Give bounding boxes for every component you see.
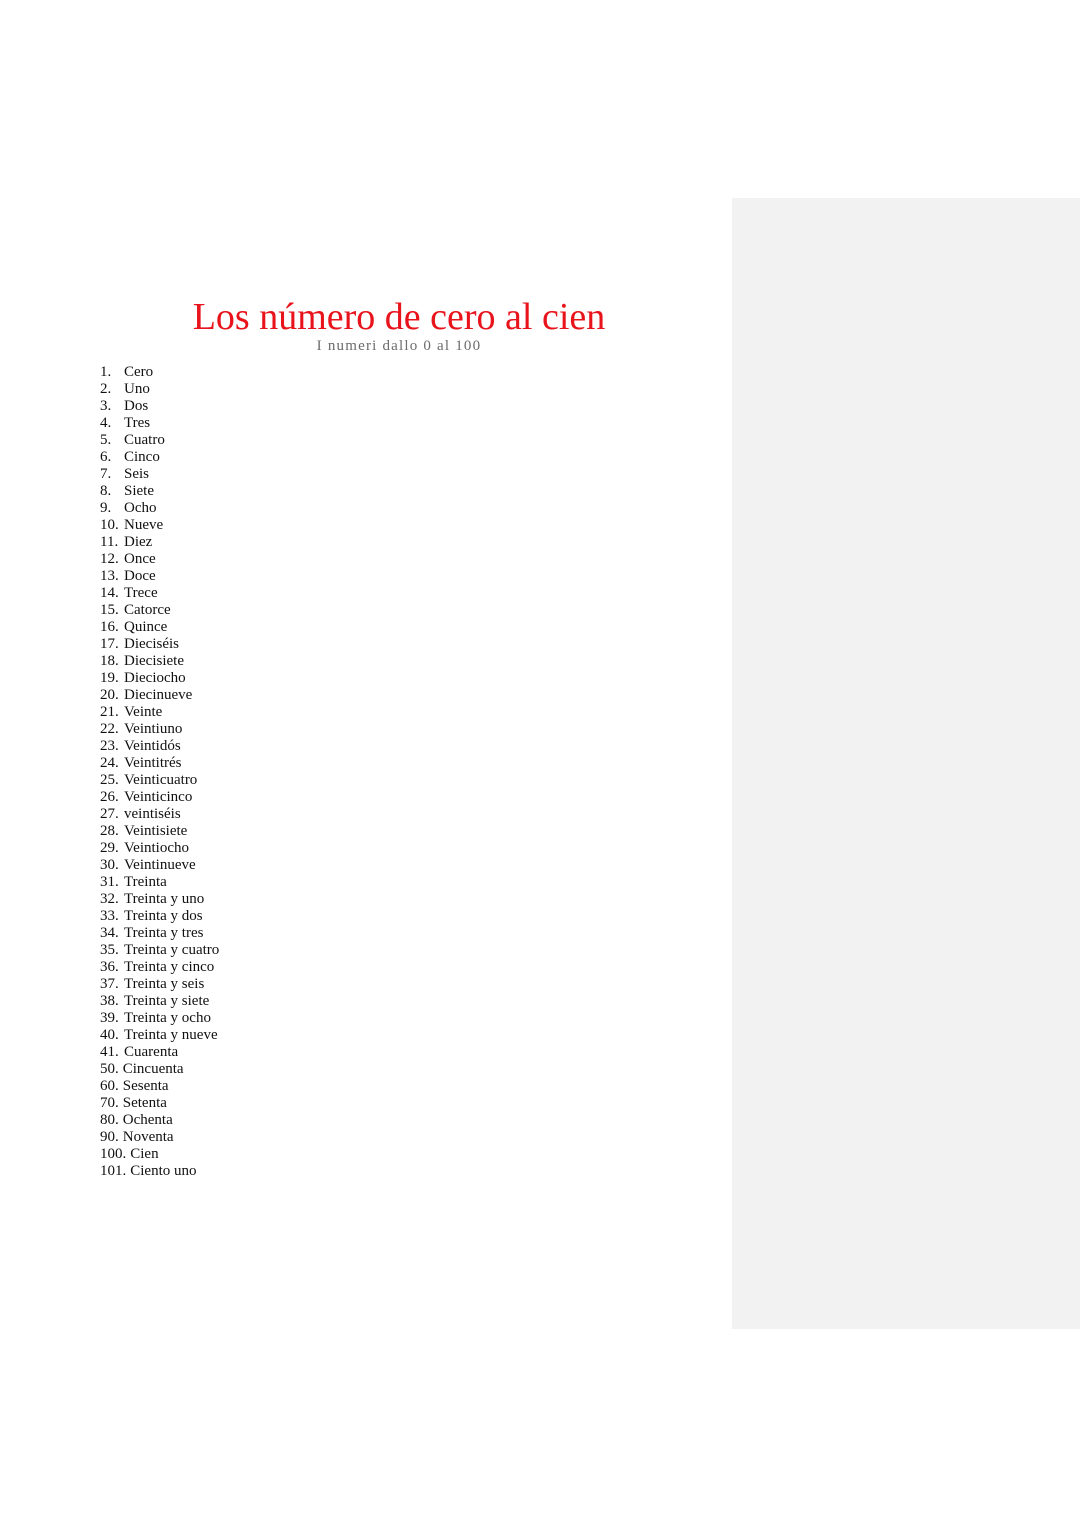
list-item (100, 840, 219, 857)
list-item (100, 1027, 219, 1044)
list-item-number: 21. (100, 704, 119, 720)
list-item (100, 568, 219, 585)
list-item-text: Nueve (124, 517, 164, 533)
list-item-number: 20. (100, 687, 119, 703)
list-item-number: 12. (100, 551, 119, 567)
list-item (100, 908, 219, 925)
list-item (100, 449, 219, 466)
list-item-text: Treinta y seis (124, 976, 205, 992)
page-title: Los número de cero al cien (192, 296, 606, 338)
list-item (100, 1163, 219, 1180)
list-item (100, 687, 219, 704)
list-item-number: 14. (100, 585, 119, 601)
list-item-number: 26. (100, 789, 119, 805)
list-item (100, 704, 219, 721)
list-item-text: Dos (124, 398, 149, 414)
list-item (100, 1010, 219, 1027)
list-item (100, 976, 219, 993)
list-item-number: 25. (100, 772, 119, 788)
list-item (100, 721, 219, 738)
list-item (100, 755, 219, 772)
list-item-number: 17. (100, 636, 119, 652)
list-item (100, 670, 219, 687)
list-item-number: 38. (100, 993, 119, 1009)
list-item-text: Cuatro (124, 432, 165, 448)
list-item-text: Treinta y uno (124, 891, 205, 907)
list-item-number: 4. (100, 415, 112, 431)
list-item (100, 806, 219, 823)
list-item-text: Setenta (122, 1095, 167, 1111)
list-item-number: 23. (100, 738, 119, 754)
list-item-text: Quince (124, 619, 168, 635)
list-item (100, 551, 219, 568)
list-item-number: 9. (100, 500, 112, 516)
list-item-number: 5. (100, 432, 112, 448)
list-item-number: 24. (100, 755, 119, 771)
list-item-text: Ciento uno (130, 1163, 197, 1179)
list-item (100, 364, 219, 381)
list-item-number: 31. (100, 874, 119, 890)
list-item (100, 874, 219, 891)
list-item-number: 37. (100, 976, 119, 992)
list-item-number: 8. (100, 483, 112, 499)
page-subtitle: I numeri dallo 0 al 100 (316, 338, 482, 354)
list-item-number: 6. (100, 449, 112, 465)
list-item (100, 653, 219, 670)
list-item-text: Cien (130, 1146, 159, 1162)
list-item (100, 619, 219, 636)
list-item (100, 942, 219, 959)
list-item-number: 7. (100, 466, 112, 482)
list-item-text: Veintiocho (124, 840, 189, 856)
list-item-text: Cinco (124, 449, 160, 465)
list-item (100, 500, 219, 517)
list-item-number: 50. (100, 1061, 119, 1077)
list-item-text: Diecinueve (124, 687, 193, 703)
list-item-text: Ochenta (122, 1112, 173, 1128)
list-item-number: 16. (100, 619, 119, 635)
list-item-number: 2. (100, 381, 112, 397)
list-item (100, 738, 219, 755)
number-list (100, 364, 219, 1180)
list-item-number: 18. (100, 653, 119, 669)
list-item-number: 30. (100, 857, 119, 873)
list-item-text: Treinta y cuatro (124, 942, 220, 958)
list-item-text: Veinte (124, 704, 163, 720)
list-item-number: 35. (100, 942, 119, 958)
list-item-number: 80. (100, 1112, 119, 1128)
list-item-number: 27. (100, 806, 119, 822)
list-item-text: Treinta y siete (124, 993, 210, 1009)
list-item (100, 857, 219, 874)
list-item-text: veintiséis (124, 806, 181, 822)
list-item-text: Uno (124, 381, 150, 397)
list-item (100, 585, 219, 602)
list-item-text: Treinta y dos (124, 908, 203, 924)
list-item-number: 101. (100, 1163, 127, 1179)
list-item-number: 29. (100, 840, 119, 856)
list-item-text: Diecisiete (124, 653, 184, 669)
list-item-number: 36. (100, 959, 119, 975)
list-item-text: Treinta y tres (124, 925, 204, 941)
list-item-text: Treinta (124, 874, 167, 890)
list-item (100, 993, 219, 1010)
list-item-number: 41. (100, 1044, 119, 1060)
list-item (100, 602, 219, 619)
list-item (100, 483, 219, 500)
list-item-number: 100. (100, 1146, 127, 1162)
list-item-text: Sesenta (122, 1078, 169, 1094)
list-item (100, 415, 219, 432)
list-item (100, 1078, 219, 1095)
list-item-text: Treinta y ocho (124, 1010, 211, 1026)
list-item-number: 40. (100, 1027, 119, 1043)
list-item (100, 1044, 219, 1061)
list-item-text: Dieciséis (124, 636, 179, 652)
list-item-text: Veinticinco (124, 789, 193, 805)
list-item-text: Once (124, 551, 156, 567)
list-item-text: Ocho (124, 500, 157, 516)
list-item (100, 381, 219, 398)
list-item-text: Veintiuno (124, 721, 183, 737)
list-item (100, 1112, 219, 1129)
list-item-number: 34. (100, 925, 119, 941)
list-item (100, 1129, 219, 1146)
list-item (100, 1061, 219, 1078)
list-item-text: Cincuenta (122, 1061, 184, 1077)
list-item (100, 534, 219, 551)
list-item-text: Doce (124, 568, 156, 584)
list-item-number: 15. (100, 602, 119, 618)
comment-margin-panel (732, 198, 1080, 1329)
list-item-text: Cero (124, 364, 154, 380)
list-item-text: Veintidós (124, 738, 181, 754)
list-item-text: Siete (124, 483, 154, 499)
list-item-text: Diez (124, 534, 153, 550)
list-item-text: Treinta y nueve (124, 1027, 218, 1043)
list-item (100, 772, 219, 789)
list-item-number: 60. (100, 1078, 119, 1094)
list-item (100, 789, 219, 806)
list-item-text: Veintitrés (124, 755, 182, 771)
list-item-text: Tres (124, 415, 151, 431)
list-item-number: 19. (100, 670, 119, 686)
list-item-number: 28. (100, 823, 119, 839)
list-item-text: Treinta y cinco (124, 959, 215, 975)
list-item-text: Trece (124, 585, 158, 601)
list-item-number: 22. (100, 721, 119, 737)
list-item (100, 636, 219, 653)
list-item-number: 13. (100, 568, 119, 584)
list-item (100, 432, 219, 449)
list-item (100, 959, 219, 976)
list-item-number: 90. (100, 1129, 119, 1145)
list-item-text: Catorce (124, 602, 171, 618)
list-item (100, 1095, 219, 1112)
list-item-number: 39. (100, 1010, 119, 1026)
list-item-text: Veintisiete (124, 823, 188, 839)
list-item-number: 32. (100, 891, 119, 907)
list-item-text: Cuarenta (124, 1044, 179, 1060)
list-item-text: Veintinueve (124, 857, 196, 873)
list-item-number: 10. (100, 517, 119, 533)
list-item (100, 466, 219, 483)
list-item-text: Veinticuatro (124, 772, 198, 788)
list-item-text: Dieciocho (124, 670, 186, 686)
list-item (100, 925, 219, 942)
list-item-number: 3. (100, 398, 112, 414)
list-item (100, 823, 219, 840)
list-item-number: 11. (100, 534, 119, 550)
list-item (100, 398, 219, 415)
list-item-number: 70. (100, 1095, 119, 1111)
list-item-text: Seis (124, 466, 150, 482)
list-item-number: 1. (100, 364, 112, 380)
list-item-number: 33. (100, 908, 119, 924)
list-item (100, 517, 219, 534)
list-item (100, 891, 219, 908)
list-item-text: Noventa (122, 1129, 174, 1145)
list-item (100, 1146, 219, 1163)
